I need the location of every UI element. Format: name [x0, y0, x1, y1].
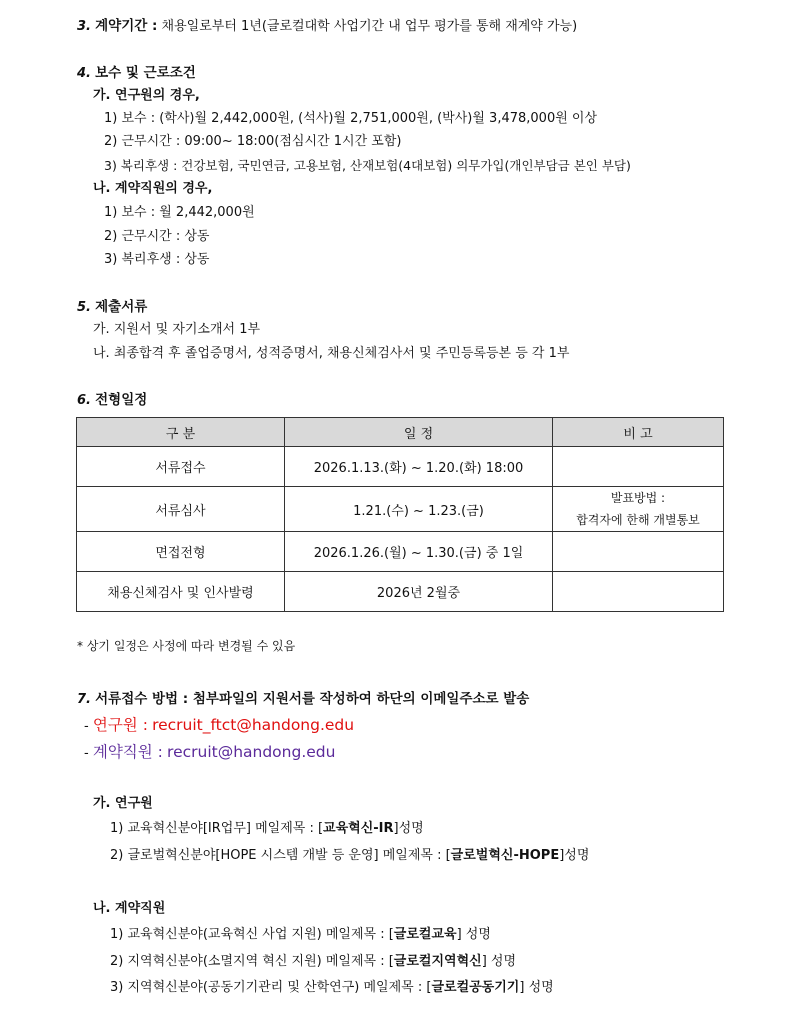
email-dash: - [84, 746, 89, 761]
schedule-note [553, 447, 724, 487]
section-6-heading [77, 391, 147, 410]
schedule-note [553, 572, 724, 612]
section-5-item-2: 나. 최종합격 후 졸업증명서, 성적증명서, 채용신체검사서 및 주민등록등본 등 각 1부 [93, 346, 570, 361]
section-7-b-item-1 [110, 926, 491, 944]
header-schedule: 일 정 [285, 418, 553, 447]
subject-prefix: 2) 지역혁신분야(소멸지역 혁신 지원) 메일제목 : [ [110, 954, 394, 969]
subject-keyword: 글로컬공동기기 [431, 980, 520, 995]
email-label-contract: 계약직원 : [92, 743, 163, 761]
section-4-b-item-2: 2) 근무시간 : 상동 [104, 229, 210, 244]
section-6-title: 전형일정 [95, 392, 148, 408]
schedule-stage: 채용신체검사 및 인사발령 [77, 572, 285, 612]
section-7-heading [77, 690, 529, 709]
schedule-date: 2026.1.13.(화) ~ 1.20.(화) 18:00 [285, 447, 553, 487]
section-4-number: 4. [77, 66, 91, 81]
email-line-contract [84, 743, 335, 763]
section-7-b-item-2 [110, 953, 516, 971]
section-4-b-item-1: 1) 보수 : 월 2,442,000원 [104, 205, 255, 220]
section-3-text: 채용일로부터 1년(글로컬대학 사업기간 내 업무 평가를 통해 재계약 가능) [161, 19, 578, 34]
header-remarks: 비 고 [553, 418, 724, 447]
schedule-row [77, 447, 724, 487]
section-7-sub-b: 나. 계약직원 [93, 901, 166, 916]
schedule-header-row [77, 418, 724, 447]
schedule-footnote: * 상기 일정은 사정에 따라 변경될 수 있음 [77, 639, 296, 653]
email-address-contract[interactable]: recruit@handong.edu [167, 743, 336, 761]
schedule-table [76, 417, 724, 612]
subject-keyword: 글로컬교육 [393, 927, 457, 942]
section-7-a-item-2 [110, 847, 589, 865]
section-4-a-item-1: 1) 보수 : (학사)월 2,442,000원, (석사)월 2,751,000원, (박사)월 3,478,000원 이상 [104, 111, 598, 126]
email-label-researcher: 연구원 : [92, 716, 148, 734]
section-4-a-item-3: 3) 복리후생 : 건강보험, 국민연금, 고용보험, 산재보험(4대보험) 의무가입(개인부담금 본인 부담) [104, 158, 631, 173]
section-4-b-item-3: 3) 복리후생 : 상동 [104, 252, 210, 267]
section-3-line [77, 17, 577, 36]
subject-prefix: 1) 교육혁신분야[IR업무] 메일제목 : [ [110, 821, 324, 836]
section-7-b-item-3 [110, 979, 554, 997]
email-dash: - [84, 719, 89, 734]
schedule-stage: 서류심사 [77, 487, 285, 532]
schedule-stage: 면접전형 [77, 532, 285, 572]
schedule-row [77, 572, 724, 612]
section-4-title: 보수 및 근로조건 [95, 65, 196, 81]
subject-prefix: 3) 지역혁신분야(공동기기관리 및 산학연구) 메일제목 : [ [110, 980, 432, 995]
subject-suffix: ] 성명 [519, 980, 554, 995]
subject-suffix: ]성명 [559, 848, 590, 863]
schedule-note [553, 532, 724, 572]
section-5-heading [77, 298, 147, 317]
section-6-number: 6. [77, 393, 91, 408]
note-line-1: 발표방법 : [610, 491, 666, 505]
schedule-date: 2026.1.26.(월) ~ 1.30.(금) 중 1일 [285, 532, 553, 572]
email-address-researcher[interactable]: recruit_ftct@handong.edu [152, 716, 355, 734]
section-7-sub-a: 가. 연구원 [93, 796, 153, 811]
schedule-note [553, 487, 724, 532]
section-4-sub-b: 나. 계약직원의 경우, [93, 181, 213, 196]
subject-suffix: ] 성명 [481, 954, 517, 969]
note-line-2: 합격자에 한해 개별통보 [576, 513, 700, 527]
section-4-heading [77, 64, 196, 83]
subject-prefix: 2) 글로벌혁신분야[HOPE 시스템 개발 등 운영] 메일제목 : [ [110, 848, 451, 863]
section-3-title: 계약기간 : [95, 18, 158, 34]
section-7-a-item-1 [110, 820, 424, 838]
section-4-sub-a: 가. 연구원의 경우, [93, 88, 200, 103]
section-4-a-item-2: 2) 근무시간 : 09:00~ 18:00(점심시간 1시간 포함) [104, 134, 402, 149]
schedule-row [77, 487, 724, 532]
section-7-title: 서류접수 방법 : 첨부파일의 지원서를 작성하여 하단의 이메일주소로 발송 [95, 691, 530, 707]
schedule-row [77, 532, 724, 572]
section-5-item-1: 가. 지원서 및 자기소개서 1부 [93, 322, 261, 337]
email-line-researcher [84, 716, 354, 736]
header-category: 구 분 [77, 418, 285, 447]
schedule-date: 1.21.(수) ~ 1.23.(금) [285, 487, 553, 532]
subject-suffix: ]성명 [393, 821, 424, 836]
schedule-stage: 서류접수 [77, 447, 285, 487]
subject-keyword: 교육혁신-IR [323, 821, 394, 836]
subject-suffix: ] 성명 [456, 927, 491, 942]
section-5-title: 제출서류 [95, 299, 148, 315]
section-7-number: 7. [77, 692, 91, 707]
subject-keyword: 글로벌혁신-HOPE [450, 848, 560, 863]
schedule-date: 2026년 2월중 [285, 572, 553, 612]
section-5-number: 5. [77, 300, 91, 315]
section-3-number: 3. [77, 19, 91, 34]
subject-keyword: 글로컬지역혁신 [393, 954, 482, 969]
subject-prefix: 1) 교육혁신분야(교육혁신 사업 지원) 메일제목 : [ [110, 927, 394, 942]
